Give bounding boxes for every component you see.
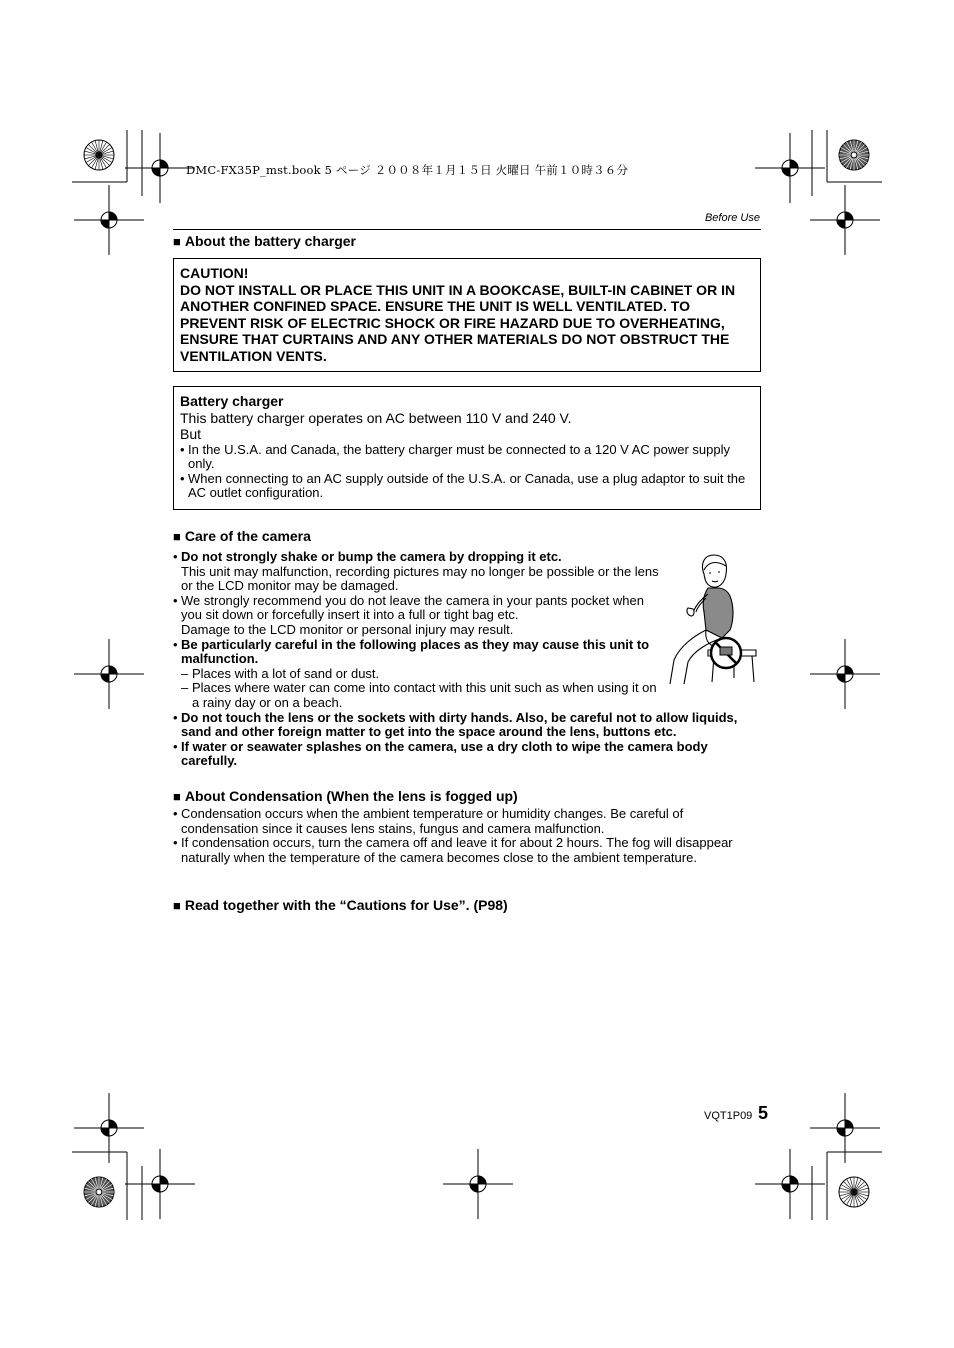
sub-list-item: – Places with a lot of sand or dust. (181, 665, 380, 681)
square-bullet-icon: ■ (173, 898, 181, 913)
read-section-heading: ■ Read together with the “Cautions for Use”. (P98) (173, 897, 508, 913)
printer-slug-line: DMC-FX35P_mst.book 5 ページ ２００８年１月１５日 火曜日 午前１０時３６分 (186, 163, 629, 177)
square-bullet-icon: ■ (173, 529, 181, 544)
list-item: • Condensation occurs when the ambient temperature or humidity changes. Be careful of condensation since it causes lens stains, fungus and camera malfunction. (173, 806, 684, 836)
condensation-bullets (173, 807, 733, 865)
charger-line-2: But (180, 426, 202, 442)
section-header-label: Before Use (704, 212, 760, 224)
sitting-person-illustration (664, 550, 764, 686)
square-bullet-icon: ■ (173, 234, 181, 249)
list-item: • We strongly recommend you do not leave the camera in your pants pocket when you sit down or forcefully insert it into a full or tight bag etc. Damage to the LCD monitor or personal injury may result. (173, 592, 644, 637)
charger-content (180, 393, 756, 501)
list-item: • Do not touch the lens or the sockets with dirty hands. Also, be careful not to allow liquids, sand and other foreign matter to get into the space around the lens, buttons etc. (173, 709, 738, 740)
list-item: • If condensation occurs, turn the camera off and leave it for about 2 hours. The fog will disappear naturally when the temperature of the camera becomes close to the ambient temperature. (173, 835, 733, 865)
caution-text: DO NOT INSTALL OR PLACE THIS UNIT IN A BOOKCASE, BUILT-IN CABINET OR IN ANOTHER CONFINED SPACE. ENSURE THE UNIT IS WELL VENTILATED. TO PREVENT RISK OF ELECTRIC SHOCK OR FIRE HAZARD DUE TO OVERHEATING, ENSURE THAT CURTAINS AND ANY OTHER MATERIALS DO NOT OBSTRUCT THE VENTILATION VENTS. (180, 281, 736, 364)
page-number: 5 (758, 1103, 769, 1123)
caution-title: CAUTION! (180, 265, 249, 281)
condensation-section-heading: ■ About Condensation (When the lens is fogged up) (173, 788, 518, 804)
header-rule (173, 229, 761, 230)
caution-content (180, 265, 756, 365)
caution-box (173, 258, 761, 372)
sub-list-item: – Places where water can come into contact with this unit such as when using it on a rainy day or on a beach. (181, 680, 657, 710)
battery-section-heading: ■ About the battery charger (173, 233, 356, 249)
charger-bullets (180, 443, 756, 501)
square-bullet-icon: ■ (173, 789, 181, 804)
list-item: • In the U.S.A. and Canada, the battery charger must be connected to a 120 V AC power supply only. (180, 441, 730, 472)
list-item: • Do not strongly shake or bump the camera by dropping it etc. This unit may malfunction, recording pictures may no longer be possible or the lens or the LCD monitor may be damaged. (173, 549, 659, 594)
document-code: VQT1P09 (704, 1110, 753, 1122)
charger-box (173, 386, 761, 510)
list-item: • When connecting to an AC supply outside of the U.S.A. or Canada, use a plug adaptor to suit the AC outlet configuration. (180, 470, 746, 501)
list-item: • Be particularly careful in the following places as they may cause this unit to malfunction. – Places with a lot of sand or dust. – Places where water can come into contact with this unit such as when using it on a rainy day or on a beach. (173, 638, 661, 711)
charger-title: Battery charger (180, 393, 284, 409)
list-item: • If water or seawater splashes on the camera, use a dry cloth to wipe the camera body carefully. (173, 738, 708, 769)
care-section-heading: ■ Care of the camera (173, 528, 311, 544)
charger-line-1: This battery charger operates on AC between 110 V and 240 V. (180, 409, 572, 426)
